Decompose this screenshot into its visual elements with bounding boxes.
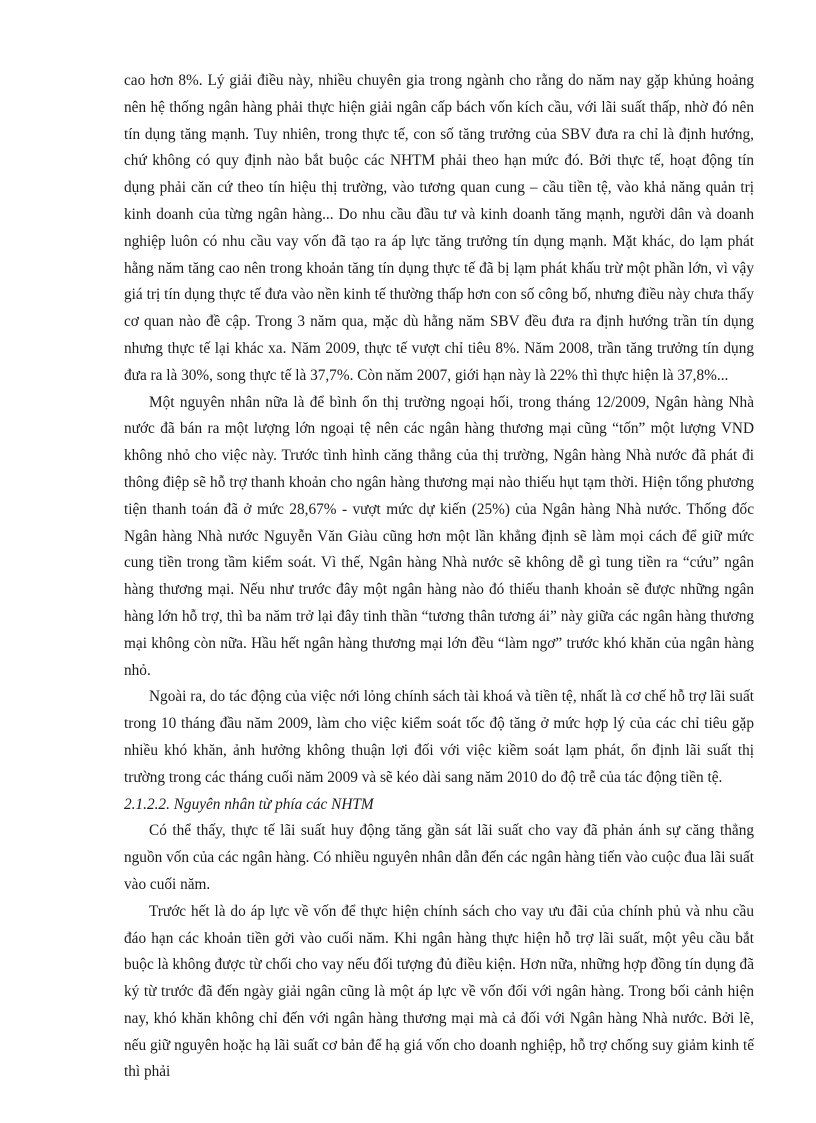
paragraph-interest-rates: Có thể thấy, thực tế lãi suất huy động tăng gần sát lãi suất cho vay đã phản ánh sự căng thẳng nguồn vốn của các ngân hàng. Có nhiều nguyên nhân dẫn đến các ngân hàng tiến vào cuộc đua lãi suất vào cuối năm. (124, 822, 754, 893)
paragraph-fiscal-policy: Ngoài ra, do tác động của việc nới lỏng chính sách tài khoá và tiền tệ, nhất là cơ chế hỗ trợ lãi suất trong 10 tháng đầu năm 2009, làm cho việc kiểm soát tốc độ tăng ở mức hợp lý của các chỉ tiêu gặp nhiều khó khăn, ảnh hưởng không thuận lợi đối với việc kiềm soát lạm phát, ổn định lãi suất thị trường trong các tháng cuối năm 2009 và sẽ kéo dài sang năm 2010 do độ trễ của tác động tiền tệ. (124, 688, 754, 786)
section-heading: 2.1.2.2. Nguyên nhân từ phía các NHTM (124, 795, 374, 813)
document-body (124, 68, 754, 1086)
paragraph-forex-market: Một nguyên nhân nữa là để bình ổn thị trường ngoại hối, trong tháng 12/2009, Ngân hàng Nhà nước đã bán ra một lượng lớn ngoại tệ nên các ngân hàng thương mại cũng “tốn” một lượng VND không nhỏ cho việc này. Trước tình hình căng thẳng của thị trường, Ngân hàng Nhà nước đã phát đi thông điệp sẽ hỗ trợ thanh khoản cho ngân hàng thương mại nào thiếu hụt tạm thời. Hiện tổng phương tiện thanh toán đã ở mức 28,67% - vượt mức dự kiến (25%) của Ngân hàng Nhà nước. Thống đốc Ngân hàng Nhà nước Nguyễn Văn Giàu cũng hơn một lần khẳng định sẽ làm mọi cách để giữ mức cung tiền trong tầm kiểm soát. Vì thế, Ngân hàng Nhà nước sẽ không dễ gì tung tiền ra “cứu” ngân hàng thương mại. Nếu như trước đây một ngân hàng nào đó thiếu thanh khoản sẽ được những ngân hàng lớn hỗ trợ, thì ba năm trở lại đây tinh thần “tương thân tương ái” này giữa các ngân hàng thương mại không còn nữa. Hầu hết ngân hàng thương mại lớn đều “làm ngơ” trước khó khăn của ngân hàng nhỏ. (124, 393, 754, 679)
paragraph-credit-growth: cao hơn 8%. Lý giải điều này, nhiều chuyên gia trong ngành cho rằng do năm nay gặp khủng hoảng nên hệ thống ngân hàng phải thực hiện giải ngân cấp bách vốn kích cầu, với lãi suất thấp, nhờ đó nên tín dụng tăng mạnh. Tuy nhiên, trong thực tế, con số tăng trưởng của SBV đưa ra chỉ là định hướng, chứ không có quy định nào bắt buộc các NHTM phải theo hạn mức đó. Bởi thực tế, hoạt động tín dụng phải căn cứ theo tín hiệu thị trường, vào tương quan cung – cầu tiền tệ, vào khả năng quản trị kinh doanh của từng ngân hàng... Do nhu cầu đầu tư và kinh doanh tăng mạnh, người dân và doanh nghiệp luôn có nhu cầu vay vốn đã tạo ra áp lực tăng trưởng tín dụng mạnh. Mặt khác, do lạm phát hằng năm tăng cao nên trong khoản tăng tín dụng thực tế đã bị lạm phát khấu trừ một phần lớn, vì vậy giá trị tín dụng thực tế đưa vào nền kinh tế thường thấp hơn con số công bố, nhưng điều này chưa thấy cơ quan nào đề cập. Trong 3 năm qua, mặc dù hằng năm SBV đều đưa ra định hướng trần tín dụng nhưng thực tế lại khác xa. Năm 2009, thực tế vượt chỉ tiêu 8%. Năm 2008, trần tăng trưởng tín dụng đưa ra là 30%, song thực tế là 37,7%. Còn năm 2007, giới hạn này là 22% thì thực hiện là 37,8%... (124, 72, 754, 384)
paragraph-capital-pressure: Trước hết là do áp lực về vốn để thực hiện chính sách cho vay ưu đãi của chính phủ và nhu cầu đáo hạn các khoản tiền gởi vào cuối năm. Khi ngân hàng thực hiện hỗ trợ lãi suất, một yêu cầu bắt buộc là không được từ chối cho vay nếu đối tượng đủ điều kiện. Hơn nữa, những hợp đồng tín dụng đã ký từ trước đã đến ngày giải ngân cũng là một áp lực về vốn đối với ngân hàng. Trong bối cảnh hiện nay, khó khăn không chỉ đến với ngân hàng thương mại mà cả đối với Ngân hàng Nhà nước. Bởi lẽ, nếu giữ nguyên hoặc hạ lãi suất cơ bản để hạ giá vốn cho doanh nghiệp, hỗ trợ chống suy giảm kinh tế thì phải (124, 902, 754, 1081)
